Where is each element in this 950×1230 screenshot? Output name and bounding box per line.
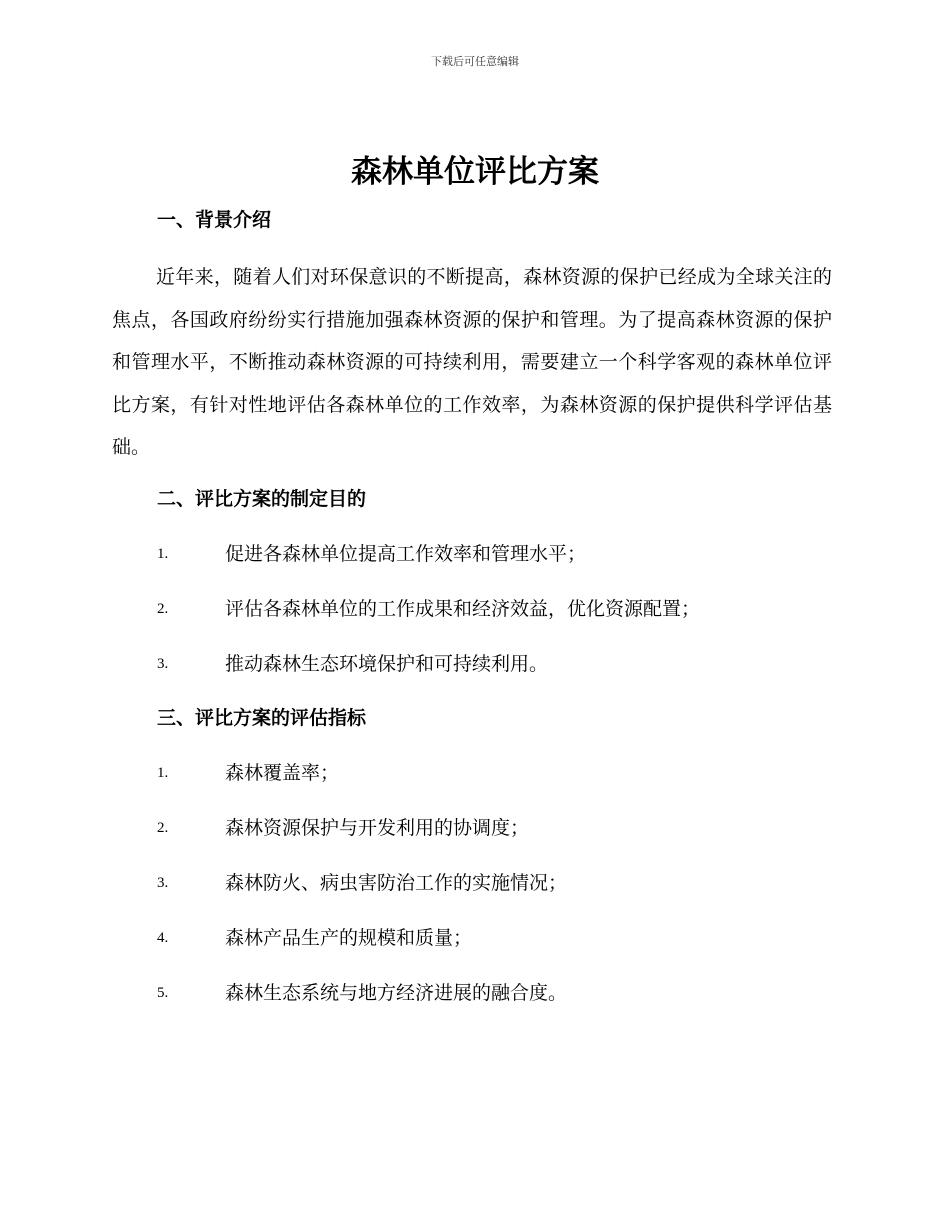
list-item-text: 森林防火、病虫害防治工作的实施情况； bbox=[225, 872, 568, 894]
list-item bbox=[157, 649, 837, 679]
list-item-number: 3. bbox=[157, 875, 169, 891]
list-item-text: 促进各森林单位提高工作效率和管理水平； bbox=[225, 543, 587, 565]
background-paragraph: 近年来，随着人们对环保意识的不断提高，森林资源的保护已经成为全球关注的焦点，各国政府纷纷实行措施加强森林资源的保护和管理。为了提高森林资源的保护和管理水平，不断推动森林资源的可持续利用，需要建立一个科学客观的森林单位评比方案，有针对性地评估各森林单位的工作效率，为森林资源的保护提供科学评估基础。 bbox=[112, 266, 832, 458]
section-heading-background: 一、背景介绍 bbox=[157, 209, 272, 231]
list-item-number: 1. bbox=[157, 546, 169, 562]
list-item-number: 1. bbox=[157, 765, 169, 781]
list-item-number: 5. bbox=[157, 985, 169, 1001]
list-item-number: 4. bbox=[157, 930, 169, 946]
section-heading-purpose: 二、评比方案的制定目的 bbox=[157, 488, 367, 510]
list-item bbox=[157, 978, 837, 1008]
list-item bbox=[157, 594, 837, 624]
list-item bbox=[157, 758, 837, 788]
list-item-text: 评估各森林单位的工作成果和经济效益，优化资源配置； bbox=[225, 598, 701, 620]
header-note: 下载后可任意编辑 bbox=[431, 55, 519, 68]
section-heading-indicators: 三、评比方案的评估指标 bbox=[157, 707, 367, 729]
document-title: 森林单位评比方案 bbox=[351, 154, 599, 190]
list-item-text: 森林产品生产的规模和质量； bbox=[225, 927, 473, 949]
list-item bbox=[157, 539, 837, 569]
list-item bbox=[157, 813, 837, 843]
list-item bbox=[157, 868, 837, 898]
list-item-text: 森林资源保护与开发利用的协调度； bbox=[225, 817, 530, 839]
list-item-number: 2. bbox=[157, 820, 169, 836]
list-item-text: 推动森林生态环境保护和可持续利用。 bbox=[225, 653, 549, 675]
list-item-text: 森林生态系统与地方经济进展的融合度。 bbox=[225, 982, 568, 1004]
list-item-text: 森林覆盖率； bbox=[225, 762, 340, 784]
list-item-number: 2. bbox=[157, 601, 169, 617]
list-item bbox=[157, 923, 837, 953]
list-item-number: 3. bbox=[157, 656, 169, 672]
